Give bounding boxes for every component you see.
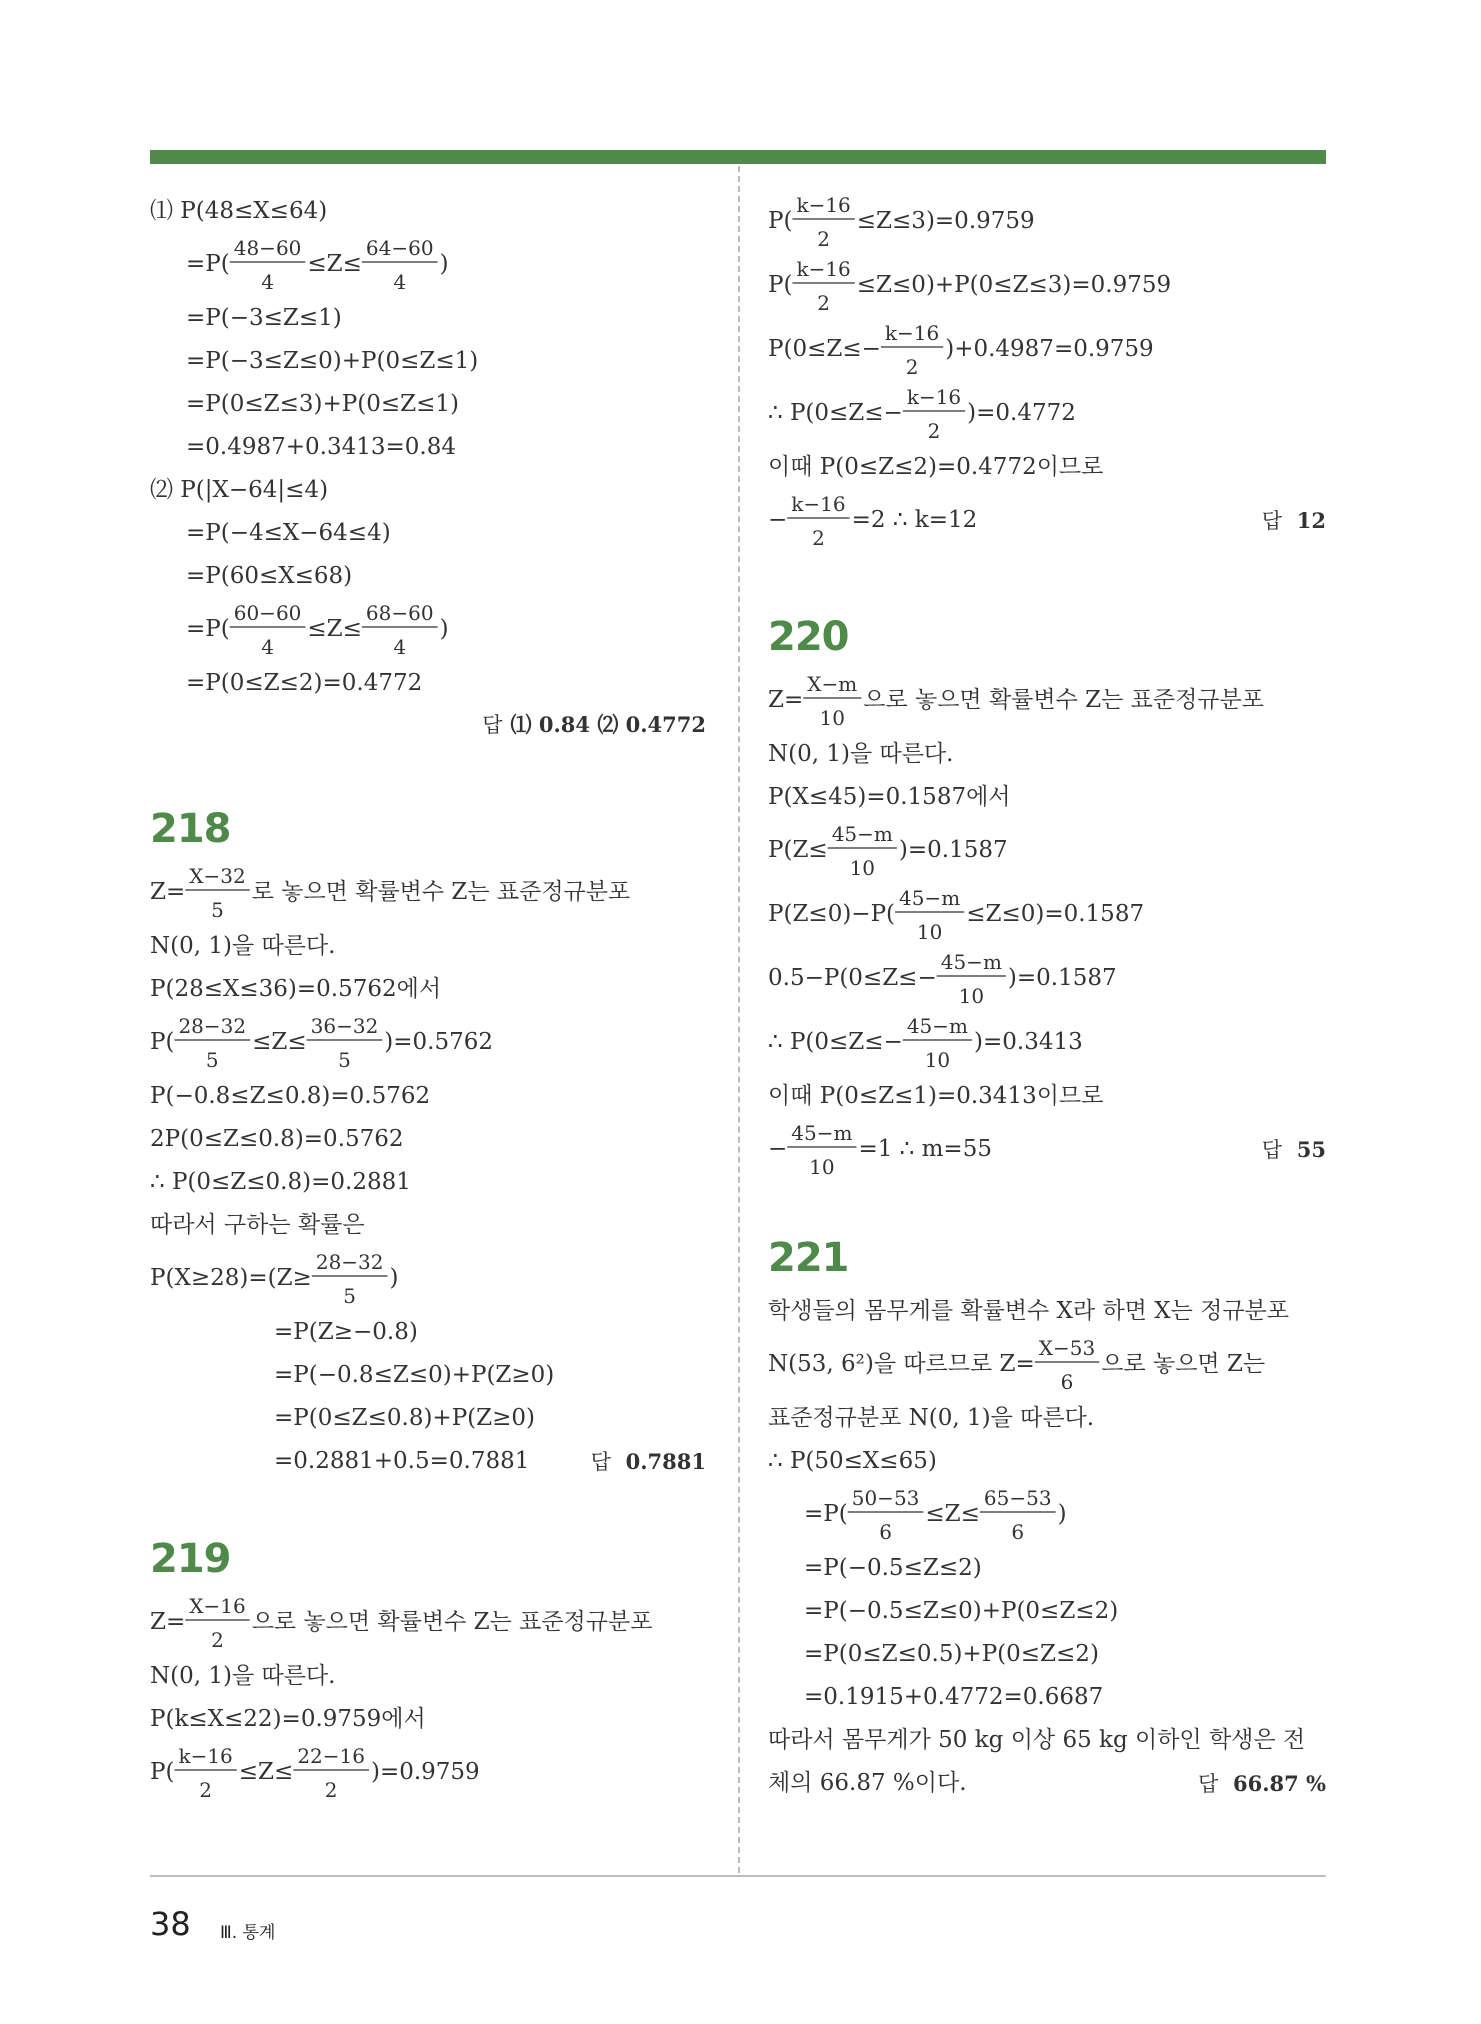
fraction-denominator: 4: [261, 635, 274, 659]
answer-label: 답: [482, 713, 503, 737]
sol219c-line-fraction: [768, 190, 1326, 254]
sol219c-line-fraction: [768, 254, 1326, 318]
fraction-denominator: 4: [393, 635, 407, 659]
problem-number: 221: [768, 1235, 849, 1281]
formula-fraction: [768, 1120, 1128, 1180]
formula-fraction: [150, 1013, 570, 1073]
sol219c-line: 이때 P(0≤Z≤2)=0.4772이므로: [768, 454, 1104, 480]
formula-fraction: [804, 1485, 1144, 1545]
answer-value: 0.7881: [625, 1448, 706, 1474]
fraction-denominator: 6: [1011, 1520, 1025, 1544]
fraction-numerator: 50−53: [851, 1486, 920, 1510]
sol218-line: =P(−0.8≤Z≤0)+P(Z≥0): [274, 1362, 555, 1388]
sol218-line: =P(0≤Z≤0.8)+P(Z≥0): [274, 1405, 536, 1431]
sol220-line: N(0, 1)을 따른다.: [768, 741, 954, 767]
fraction-denominator: 10: [819, 706, 845, 730]
math-text: ≤Z≤: [238, 1759, 294, 1785]
math-text: 으로 놓으면 Z는: [1101, 1351, 1266, 1377]
fraction-denominator: 4: [393, 270, 407, 294]
answer-value: 66.87 %: [1232, 1770, 1326, 1796]
fraction-numerator: X−53: [1038, 1336, 1096, 1360]
fraction-numerator: 68−60: [365, 601, 434, 625]
sol221-line: =0.1915+0.4772=0.6687: [804, 1684, 1104, 1710]
formula-fraction: [150, 863, 706, 923]
formula-fraction: [186, 235, 506, 295]
sol220-line-fraction: [768, 883, 1326, 947]
sol219-line: N(0, 1)을 따른다.: [150, 1663, 336, 1689]
sol217-line-fraction: [150, 598, 706, 662]
math-text: )=0.9759: [370, 1759, 480, 1785]
chapter-title: Ⅲ. 통계: [220, 1923, 276, 1943]
fraction-denominator: 10: [849, 856, 876, 880]
math-text: −: [768, 1136, 788, 1162]
formula-fraction: [768, 821, 1168, 881]
math-text: )=0.1587: [1007, 965, 1117, 991]
sol219-line-fraction: [150, 1741, 706, 1805]
fraction-numerator: 45−m: [899, 886, 961, 910]
math-text: ∴ P(0≤Z≤−: [768, 400, 903, 426]
math-text: =P(: [186, 251, 230, 277]
answer-row: [150, 705, 706, 745]
sol219-line: P(k≤X≤22)=0.9759에서: [150, 1706, 426, 1732]
sol218-line: ∴ P(0≤Z≤0.8)=0.2881: [150, 1169, 411, 1195]
sol217-line: =P(−3≤Z≤0)+P(0≤Z≤1): [186, 348, 479, 374]
sol221-line: 표준정규분포 N(0, 1)을 따른다.: [768, 1405, 1095, 1431]
fraction-numerator: 45−m: [791, 1121, 853, 1145]
fraction-denominator: 4: [261, 270, 274, 294]
fraction-denominator: 2: [817, 291, 830, 315]
sol218-line: 2P(0≤Z≤0.8)=0.5762: [150, 1126, 404, 1152]
math-text: )=0.3413: [974, 1029, 1083, 1055]
sol221-line: =P(−0.5≤Z≤0)+P(0≤Z≤2): [804, 1598, 1119, 1624]
solution-220: [768, 605, 1326, 1182]
solution-219-continued: [768, 190, 1326, 553]
fraction-numerator: 45−m: [940, 950, 1002, 974]
sol219-line-fraction: [150, 1591, 706, 1655]
fraction-denominator: 10: [958, 984, 985, 1008]
math-text: ≤Z≤: [252, 1029, 307, 1055]
formula-fraction: [768, 949, 1288, 1009]
fraction-denominator: 2: [211, 1628, 224, 1652]
sol217-line: =P(0≤Z≤3)+P(0≤Z≤1): [186, 391, 459, 417]
formula-fraction: [768, 320, 1288, 380]
sol220-line-fraction: [768, 1011, 1326, 1075]
math-text: −: [768, 507, 788, 533]
math-text: ≤Z≤: [307, 616, 362, 642]
answer-label: 답: [1197, 1771, 1219, 1796]
math-text: 로 놓으면 확률변수 Z는 표준정규분포: [251, 879, 631, 905]
math-text: ≤Z≤3)=0.9759: [856, 208, 1035, 234]
fraction-denominator: 2: [927, 419, 941, 443]
fraction-numerator: X−16: [189, 1594, 246, 1618]
math-text: 0.5−P(0≤Z≤−: [768, 965, 937, 991]
fraction-numerator: k−16: [791, 492, 846, 516]
sol221-line: =P(0≤Z≤0.5)+P(0≤Z≤2): [804, 1641, 1099, 1667]
problem-number: 220: [768, 614, 849, 660]
formula-fraction: [768, 671, 1326, 731]
formula-fraction: [150, 1593, 706, 1653]
math-text: ): [439, 616, 449, 642]
fraction-numerator: k−16: [884, 321, 940, 345]
math-text: ≤Z≤: [307, 251, 362, 277]
sol221-line: ∴ P(50≤X≤65): [768, 1448, 937, 1474]
sol217-line: ⑵ P(|X−64|≤4): [150, 477, 329, 503]
sol218-line-fraction: [150, 1247, 706, 1311]
sol220-line-fraction: [768, 1118, 1326, 1182]
sol218-line: =P(Z≥−0.8): [274, 1319, 418, 1345]
math-text: ∴ P(0≤Z≤−: [768, 1029, 903, 1055]
math-text: =2 ∴ k=12: [851, 507, 978, 533]
math-text: )=0.4772: [967, 400, 1076, 426]
answer-value: 12: [1296, 508, 1326, 533]
formula-fraction: [768, 885, 1288, 945]
formula-fraction: [150, 1249, 510, 1309]
answer-label: 답: [1261, 1138, 1283, 1162]
fraction-numerator: 65−53: [983, 1486, 1052, 1510]
column-divider: [738, 166, 740, 1873]
sol220-line-fraction: [768, 947, 1326, 1011]
answer-row: [1198, 1762, 1326, 1806]
math-text: =P(: [186, 616, 230, 642]
answer-row: [591, 1440, 706, 1484]
sol217-line-fraction: [150, 233, 706, 297]
sol217-line: =0.4987+0.3413=0.84: [186, 434, 456, 460]
fraction-numerator: 28−32: [315, 1250, 384, 1274]
math-text: P(0≤Z≤−: [768, 336, 881, 362]
formula-fraction: [768, 1013, 1168, 1073]
math-text: ≤Z≤0)+P(0≤Z≤3)=0.9759: [856, 272, 1172, 298]
math-text: ≤Z≤: [925, 1501, 980, 1527]
math-text: P(: [150, 1029, 175, 1055]
math-text: P(: [768, 208, 793, 234]
fraction-denominator: 6: [879, 1520, 892, 1544]
math-text: Z=: [150, 879, 186, 905]
fraction-numerator: k−16: [906, 385, 962, 409]
sol221-line: =P(−0.5≤Z≤2): [804, 1555, 982, 1581]
formula-fraction: [768, 192, 1168, 252]
math-text: P(Z≤0)−P(: [768, 901, 896, 927]
formula-fraction: [150, 1743, 570, 1803]
fraction-numerator: 36−32: [310, 1014, 379, 1038]
sol220-line: P(X≤45)=0.1587에서: [768, 784, 1011, 810]
formula-fraction: [768, 384, 1168, 444]
sol218-final: =0.2881+0.5=0.7881: [274, 1448, 530, 1474]
sol221-line-fraction: [768, 1333, 1326, 1397]
footer-rule: [150, 1875, 1326, 1877]
math-text: 으로 놓으면 확률변수 Z는 표준정규분포: [251, 1609, 653, 1635]
fraction-denominator: 2: [199, 1778, 212, 1802]
answer-row: [1262, 499, 1326, 543]
fraction-denominator: 6: [1060, 1370, 1074, 1394]
sol218-line: N(0, 1)을 따른다.: [150, 933, 336, 959]
math-text: )=0.1587: [898, 837, 1008, 863]
math-text: )=0.5762: [384, 1029, 494, 1055]
sol220-line: 이때 P(0≤Z≤1)=0.3413이므로: [768, 1083, 1104, 1109]
problem-number: 219: [150, 1536, 231, 1582]
answer-label: 답: [590, 1449, 611, 1474]
right-column: [768, 190, 1326, 1805]
fraction-denominator: 2: [812, 526, 825, 550]
formula-fraction: [768, 256, 1288, 316]
fraction-numerator: 28−32: [178, 1014, 247, 1038]
fraction-denominator: 5: [205, 1048, 219, 1072]
math-text: ≤Z≤0)=0.1587: [966, 901, 1145, 927]
fraction-numerator: k−16: [178, 1744, 233, 1768]
sol221-line: 학생들의 몸무게를 확률변수 X라 하면 X는 정규분포: [768, 1298, 1289, 1324]
math-text: 으로 놓으면 확률변수 Z는 표준정규분포: [863, 687, 1264, 713]
fraction-denominator: 5: [343, 1284, 357, 1308]
sol219c-line-fraction: [768, 382, 1326, 446]
sol217-line: =P(−4≤X−64≤4): [186, 520, 391, 546]
sol221-final: 체의 66.87 %이다.: [768, 1770, 967, 1796]
page-number: 38: [150, 1905, 191, 1943]
sol221-line: 따라서 몸무게가 50 kg 이상 65 kg 이하인 학생은 전: [768, 1727, 1306, 1753]
sol217-line: ⑴ P(48≤X≤64): [150, 198, 328, 224]
sol219c-line-fraction: [768, 318, 1326, 382]
sol218-line: P(28≤X≤36)=0.5762에서: [150, 976, 442, 1002]
fraction-numerator: 60−60: [233, 601, 302, 625]
fraction-numerator: X−32: [189, 864, 246, 888]
math-text: Z=: [150, 1609, 186, 1635]
math-text: )+0.4987=0.9759: [945, 336, 1154, 362]
sol218-line: P(−0.8≤Z≤0.8)=0.5762: [150, 1083, 431, 1109]
sol219c-line-fraction: [768, 489, 1326, 553]
sol218-line-fraction: [150, 1011, 706, 1075]
math-text: Z=: [768, 687, 804, 713]
math-text: ): [1057, 1501, 1067, 1527]
solution-218: [150, 797, 706, 1483]
math-text: N(53, 6²)을 따르므로 Z=: [768, 1351, 1035, 1377]
fraction-denominator: 10: [924, 1048, 951, 1072]
math-text: P(: [150, 1759, 175, 1785]
sol217-line: =P(−3≤Z≤1): [186, 305, 342, 331]
formula-fraction: [768, 1335, 1326, 1395]
math-text: ): [439, 251, 449, 277]
fraction-numerator: 48−60: [233, 236, 302, 260]
answer-label: 답: [1261, 509, 1283, 533]
math-text: =P(: [804, 1501, 848, 1527]
math-text: =1 ∴ m=55: [858, 1136, 992, 1162]
fraction-numerator: 22−16: [297, 1744, 365, 1768]
sol220-line-fraction: [768, 819, 1326, 883]
sol217-line: =P(60≤X≤68): [186, 563, 353, 589]
sol218-line-fraction: [150, 861, 706, 925]
sol217-line: =P(0≤Z≤2)=0.4772: [186, 670, 423, 696]
sol220-line-fraction: [768, 669, 1326, 733]
sol221-line-fraction: [768, 1483, 1326, 1547]
fraction-numerator: k−16: [796, 193, 851, 217]
fraction-denominator: 2: [324, 1778, 338, 1802]
fraction-denominator: 5: [338, 1048, 351, 1072]
top-accent-bar: [150, 150, 1326, 164]
fraction-numerator: X−m: [807, 672, 858, 696]
math-text: P(: [768, 272, 793, 298]
fraction-denominator: 10: [809, 1155, 835, 1179]
answer-row: [1262, 1128, 1326, 1172]
fraction-denominator: 5: [211, 898, 224, 922]
solution-217: [150, 190, 706, 745]
formula-fraction: [186, 600, 506, 660]
sol218-line: [150, 1440, 706, 1483]
fraction-denominator: 10: [916, 920, 943, 944]
fraction-numerator: 45−m: [906, 1014, 968, 1038]
sol221-line: [768, 1762, 1326, 1805]
math-text: ): [389, 1265, 399, 1291]
formula-fraction: [768, 491, 1128, 551]
sol218-line: 따라서 구하는 확률은: [150, 1212, 365, 1238]
answer-value: ⑴ 0.84 ⑵ 0.4772: [510, 712, 706, 737]
left-column: [150, 190, 706, 1805]
solution-219: [150, 1527, 706, 1805]
fraction-numerator: 45−m: [831, 822, 893, 846]
math-text: P(X≥28)=(Z≥: [150, 1265, 312, 1291]
fraction-denominator: 2: [905, 355, 919, 379]
math-text: P(Z≤: [768, 837, 828, 863]
fraction-numerator: k−16: [796, 257, 851, 281]
fraction-denominator: 2: [817, 227, 830, 251]
answer-value: 55: [1296, 1137, 1326, 1162]
solution-221: [768, 1226, 1326, 1805]
fraction-numerator: 64−60: [365, 236, 434, 260]
problem-number: 218: [150, 806, 231, 852]
